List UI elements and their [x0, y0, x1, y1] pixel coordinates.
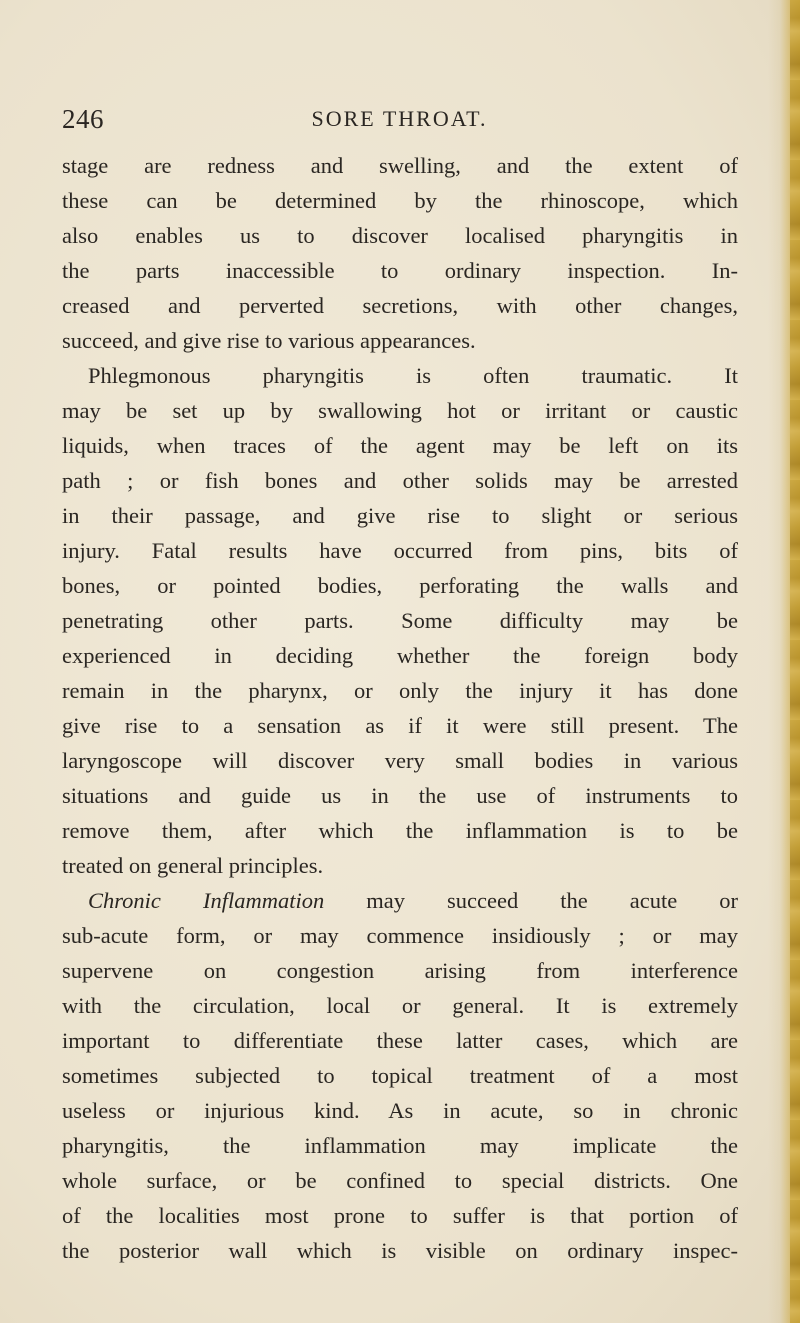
- text-line: bones, or pointed bodies, perforating the walls and: [62, 573, 738, 598]
- text-line: succeed, and give rise to various appearances.: [62, 328, 476, 353]
- text-line: treated on general principles.: [62, 853, 324, 878]
- text-line: sub-acute form, or may commence insidiously ; or may: [62, 923, 738, 948]
- text-line: supervene on congestion arising from interference: [62, 958, 738, 983]
- text-line: creased and perverted secretions, with other changes,: [62, 293, 738, 318]
- text-line: also enables us to discover localised pharyngitis in: [62, 223, 738, 248]
- text-line: stage are redness and swelling, and the extent of: [62, 153, 738, 178]
- text-line: injury. Fatal results have occurred from pins, bits of: [62, 538, 738, 563]
- text-line: may be set up by swallowing hot or irritant or caustic: [62, 398, 738, 423]
- text-line: situations and guide us in the use of instruments to: [62, 783, 738, 808]
- text-line-rest: may succeed the acute or: [366, 888, 738, 913]
- text-line: with the circulation, local or general. It is extremely: [62, 993, 738, 1018]
- text-line: useless or injurious kind. As in acute, so in chronic: [62, 1098, 738, 1123]
- text-line: penetrating other parts. Some difficulty may be: [62, 608, 738, 633]
- text-line: give rise to a sensation as if it were still present. The: [62, 713, 738, 738]
- text-line: path ; or fish bones and other solids may be arrested: [62, 468, 738, 493]
- body-text: [62, 148, 738, 1268]
- text-line: laryngoscope will discover very small bodies in various: [62, 748, 738, 773]
- text-line: the posterior wall which is visible on ordinary inspec-: [62, 1238, 738, 1263]
- running-head: SORE THROAT.: [311, 106, 488, 131]
- text-line: important to differentiate these latter cases, which are: [62, 1028, 738, 1053]
- text-line: in their passage, and give rise to slight or serious: [62, 503, 738, 528]
- text-line: [62, 883, 738, 918]
- text-line: pharyngitis, the inflammation may implicate the: [62, 1133, 738, 1158]
- text-line: whole surface, or be confined to special districts. One: [62, 1168, 738, 1193]
- italic-lead: Chronic Inflammation: [88, 888, 325, 913]
- text-line: remove them, after which the inflammation is to be: [62, 818, 738, 843]
- page-header: [62, 104, 737, 138]
- text-line: liquids, when traces of the agent may be left on its: [62, 433, 738, 458]
- page-number: 246: [62, 104, 104, 134]
- text-line: Phlegmonous pharyngitis is often traumatic. It: [88, 363, 738, 388]
- text-line: the parts inaccessible to ordinary inspection. In-: [62, 258, 738, 283]
- text-line: of the localities most prone to suffer is that portion of: [62, 1203, 738, 1228]
- page-edge: [790, 0, 800, 1323]
- text-line: sometimes subjected to topical treatment of a most: [62, 1063, 738, 1088]
- text-line: experienced in deciding whether the foreign body: [62, 643, 738, 668]
- text-line: remain in the pharynx, or only the injury it has done: [62, 678, 738, 703]
- text-line: these can be determined by the rhinoscope, which: [62, 188, 738, 213]
